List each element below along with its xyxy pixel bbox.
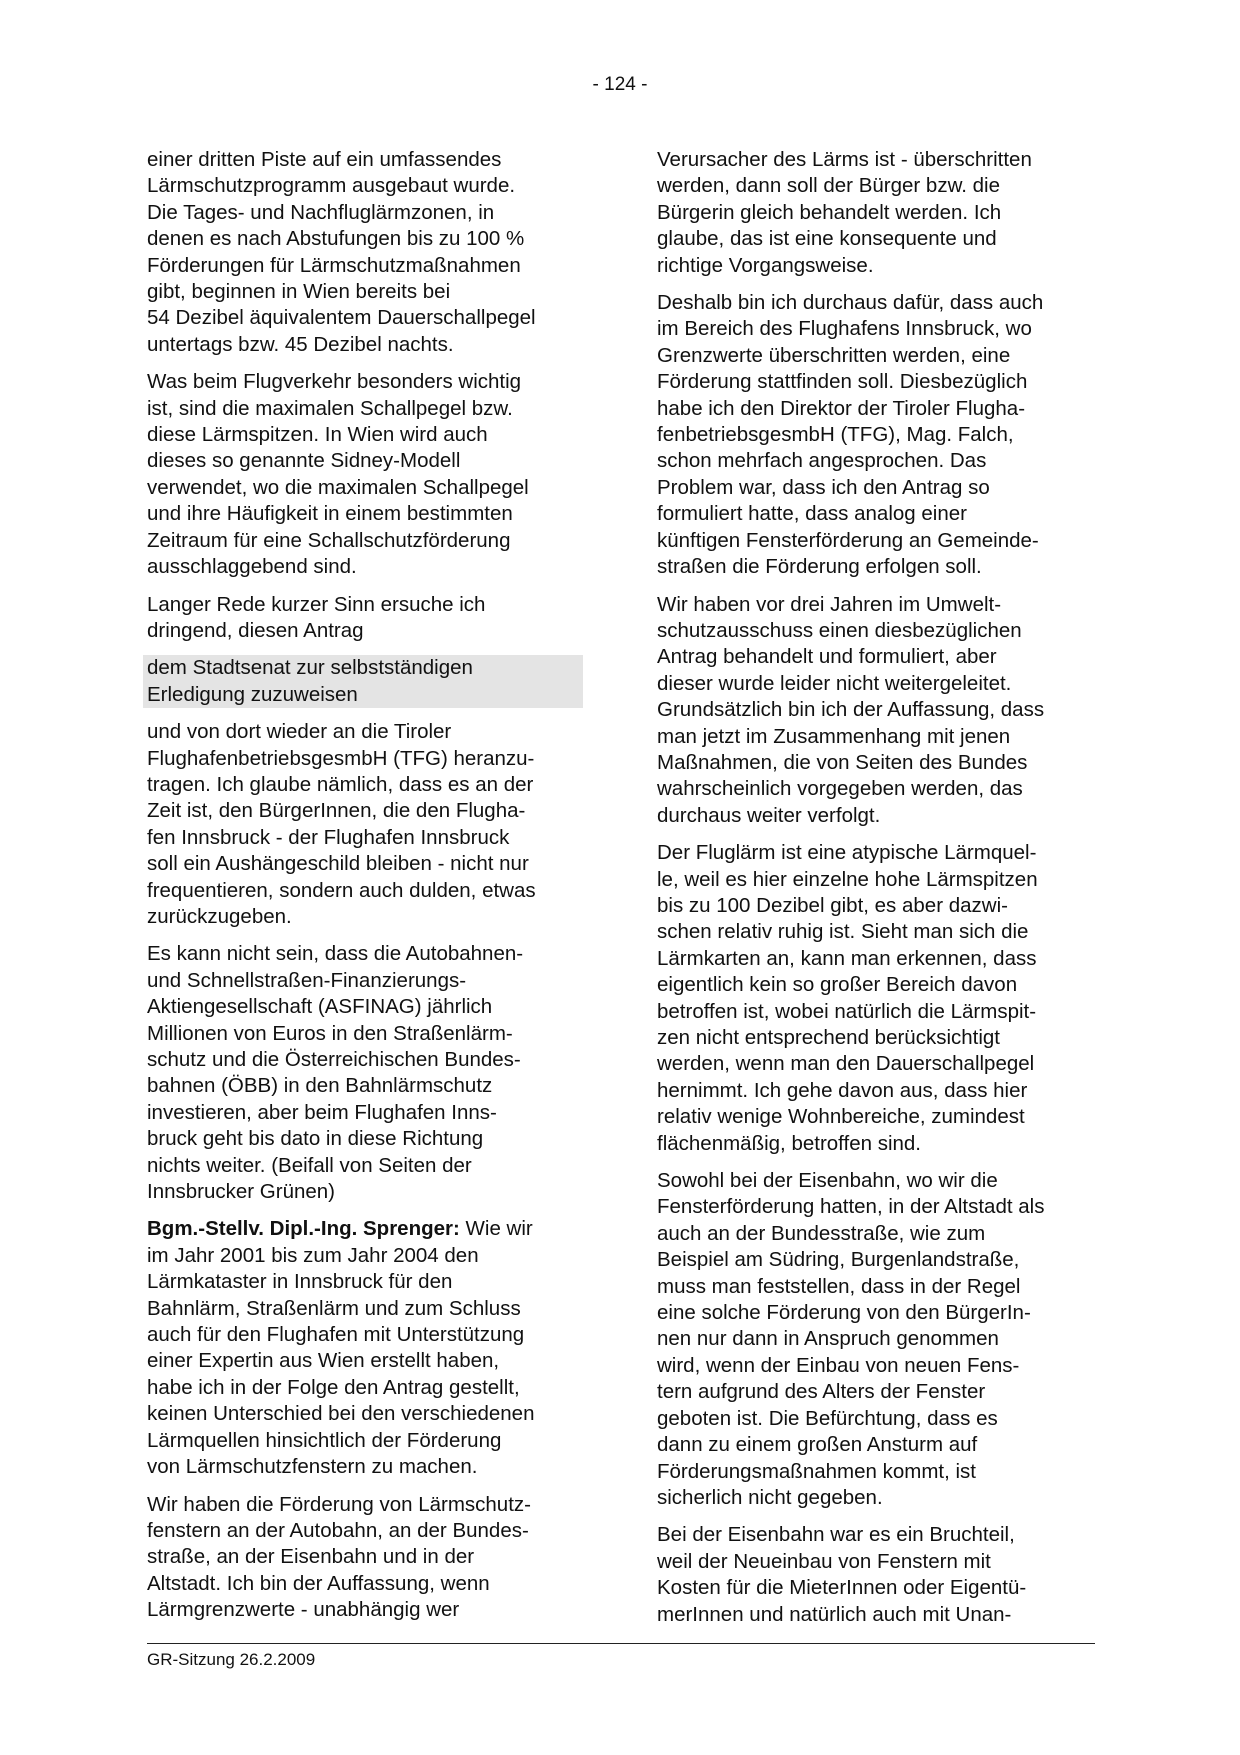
- right-paragraph-5: Sowohl bei der Eisenbahn, wo wir die Fensterförderung hatten, in der Altstadt als auch an der Bundesstraße, wie zum Beispiel am Südring, Burgenlandstraße, muss man feststellen, dass in der Regel eine solche Förderung von den BürgerIn- nen nur dann in Anspruch genommen wird, wenn der Einbau von neuen Fens- tern aufgrund des Alters der Fenster geboten ist. Die Befürchtung, dass es dann zu einem großen Ansturm auf Förderungsmaßnahmen kommt, ist sicherlich nicht gegeben.: [657, 1169, 1045, 1509]
- right-column: [657, 147, 1097, 1639]
- left-paragraph-2: Was beim Flugverkehr besonders wichtig ist, sind die maximalen Schallpegel bzw. diese Lärmspitzen. In Wien wird auch dieses so genannte Sidney-Modell verwendet, wo die maximalen Schallpegel und ihre Häufigkeit in einem bestimmten Zeitraum für eine Schallschutzförderung ausschlaggebend sind.: [147, 370, 529, 579]
- left-paragraph-1: einer dritten Piste auf ein umfassendes Lärmschutzprogramm ausgebaut wurde. Die Tages- und Nachfluglärmzonen, in denen es nach Abstufungen bis zu 100 % Förderungen für Lärmschutzmaßnahmen gibt, beginnen in Wien bereits bei 54 Dezibel äquivalentem Dauerschallpegel untertags bzw. 45 Dezibel nachts.: [147, 148, 536, 356]
- left-paragraph-5: und von dort wieder an die Tiroler FlughafenbetriebsgesmbH (TFG) heranzu- tragen. Ich glaube nämlich, dass es an der Zeit ist, den BürgerInnen, die den Flugha- fen Innsbruck - der Flughafen Innsbruck soll ein Aushängeschild bleiben - nicht nur frequentieren, sondern auch dulden, etwas zurückzugeben.: [147, 720, 536, 928]
- footer-session-date: GR-Sitzung 26.2.2009: [147, 1650, 316, 1669]
- speaker-name: Bgm.-Stellv. Dipl.-Ing. Sprenger:: [147, 1217, 460, 1241]
- left-paragraph-3: Langer Rede kurzer Sinn ersuche ich dringend, diesen Antrag: [147, 592, 486, 642]
- left-paragraph-8: Wir haben die Förderung von Lärmschutz- fenstern an der Autobahn, an der Bundes- straße, an der Eisenbahn und in der Altstadt. Ich bin der Auffassung, wenn Lärmgrenzwerte - unabhängig wer: [147, 1492, 531, 1622]
- right-paragraph-4: Der Fluglärm ist eine atypische Lärmquel- le, weil es hier einzelne hohe Lärmspitzen bis zu 100 Dezibel gibt, es aber dazwi- schen relativ ruhig ist. Sieht man sich die Lärmkarten an, kann man erkennen, dass eigentlich kein so großer Bereich davon betroffen ist, wobei natürlich die Lärmspit- zen nicht entsprechend berücksichtigt werden, wenn man den Dauerschallpegel hernimmt. Ich gehe davon aus, dass hier relativ wenige Wohnbereiche, zumindest flächenmäßig, betroffen sind.: [657, 841, 1038, 1155]
- right-paragraph-3: Wir haben vor drei Jahren im Umwelt- schutzausschuss einen diesbezüglichen Antrag behandelt und formuliert, aber dieser wurde leider nicht weitergeleitet. Grundsätzlich bin ich der Auffassung, dass man jetzt im Zusammenhang mit jenen Maßnahmen, die von Seiten des Bundes wahrscheinlich vorgegeben werden, das durchaus weiter verfolgt.: [657, 592, 1045, 827]
- left-paragraph-6: Es kann nicht sein, dass die Autobahnen- und Schnellstraßen-Finanzierungs- Aktiengesellschaft (ASFINAG) jährlich Millionen von Euros in den Straßenlärm- schutz und die Österreichischen Bundes- bahnen (ÖBB) in den Bahnlärmschutz investieren, aber beim Flughafen Inns- bruck geht bis dato in diese Richtung nichts weiter. (Beifall von Seiten der Innsbrucker Grünen): [147, 942, 524, 1204]
- left-column: [147, 147, 587, 1635]
- motion-highlight: dem Stadtsenat zur selbstständigen Erledigung zuzuweisen: [143, 655, 583, 708]
- right-paragraph-2: Deshalb bin ich durchaus dafür, dass auch im Bereich des Flughafens Innsbruck, wo Grenzwerte überschritten werden, eine Förderung stattfinden soll. Diesbezüglich habe ich den Direktor der Tiroler Flugha- fenbetriebsgesmbH (TFG), Mag. Falch, schon mehrfach angesprochen. Das Problem war, dass ich den Antrag so formuliert hatte, dass analog einer künftigen Fensterförderung an Gemeinde- straßen die Förderung erfolgen soll.: [657, 291, 1044, 579]
- footer-divider: [147, 1643, 1095, 1644]
- right-paragraph-1: Verursacher des Lärms ist - überschritten werden, dann soll der Bürger bzw. die Bürgerin gleich behandelt werden. Ich glaube, das ist eine konsequente und richtige Vorgangsweise.: [657, 148, 1032, 277]
- page-number: - 124 -: [592, 74, 648, 95]
- left-paragraph-7: [147, 1216, 587, 1480]
- speaker-statement: Wie wir im Jahr 2001 bis zum Jahr 2004 den Lärmkataster in Innsbruck für den Bahnlärm, Straßenlärm und zum Schluss auch für den Flughafen mit Unterstützung einer Expertin aus Wien erstellt haben, habe ich in der Folge den Antrag gestellt, keinen Unterschied bei den verschiedenen Lärmquellen hinsichtlich der Förderung von Lärmschutzfenstern zu machen.: [147, 1217, 535, 1479]
- right-paragraph-6: Bei der Eisenbahn war es ein Bruchteil, weil der Neueinbau von Fenstern mit Kosten für die MieterInnen oder Eigentü- merInnen und natürlich auch mit Unan-: [657, 1523, 1027, 1626]
